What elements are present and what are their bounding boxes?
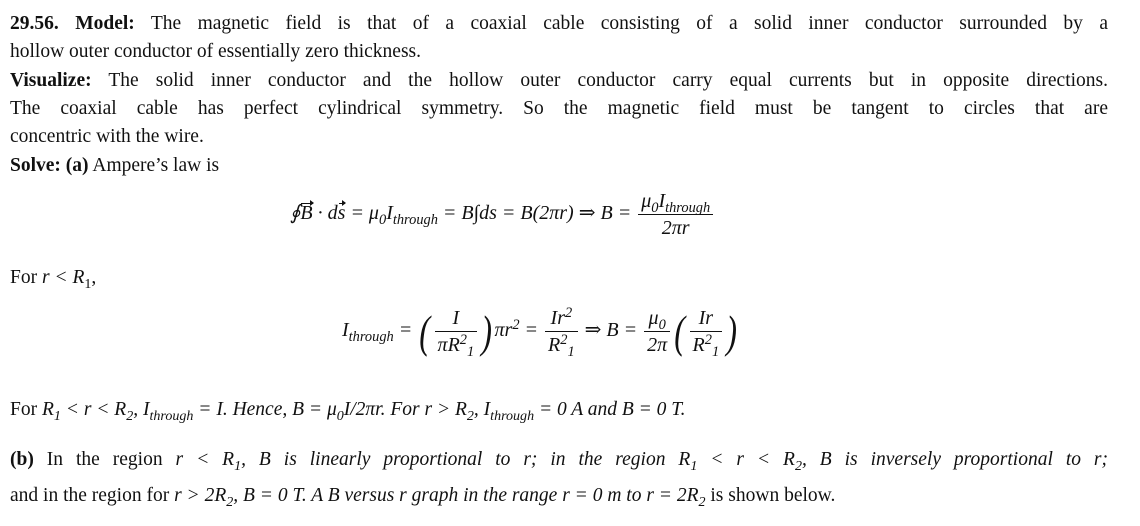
part-a-label: (a): [65, 155, 89, 176]
case2-mu-sub: 0: [336, 407, 344, 424]
pi-r-sup: 2: [512, 316, 520, 333]
solve-intro: Ampere’s law is: [92, 155, 220, 176]
fraction-4-den: R: [692, 334, 705, 356]
case1-for: For: [10, 267, 38, 288]
case2-mid: < r < R: [65, 399, 127, 420]
fraction-2-den-sub: 1: [567, 344, 575, 361]
eq2-current: I: [342, 319, 349, 342]
num-mu: μ: [641, 190, 652, 212]
case2-r2b-sub: 2: [466, 407, 474, 424]
fraction-2-den: R: [548, 334, 561, 356]
solve-label: Solve:: [10, 155, 61, 176]
case1-line: [10, 266, 96, 290]
current-symbol: I: [386, 202, 393, 225]
model-line-2: [10, 40, 421, 64]
model-label: Model:: [75, 13, 135, 34]
case2-tail: I/2πr. For r > R: [343, 399, 467, 420]
visualize-label: Visualize:: [10, 70, 92, 91]
part-b-line-2: [10, 484, 835, 508]
part-b-line-1: [10, 448, 1108, 472]
ampere-fraction: [638, 190, 713, 239]
fraction-1-den-sup: 2: [459, 331, 467, 348]
visualize-text-2: The coaxial cable has perfect cylindrical symmetry. So the magnetic field must be tangent to circles that are: [10, 98, 1108, 119]
visualize-line-2: [10, 97, 1108, 121]
paren-close-2: ): [726, 305, 738, 357]
solve-line: [10, 154, 219, 178]
part-b-label: (b): [10, 449, 34, 470]
part-b-l1-e: < r < R: [710, 449, 795, 470]
eq2-through-sub: through: [348, 329, 394, 346]
case2-through2-sub: through: [490, 407, 535, 424]
eq2-implies: ⇒ B =: [584, 319, 638, 342]
visualize-line-1: [10, 69, 1108, 93]
case2-hence: = I. Hence, B = μ: [198, 399, 337, 420]
case1-sub: 1: [84, 275, 92, 292]
visualize-text-3: concentric with the wire.: [10, 126, 204, 147]
fraction-3-num-sub: 0: [658, 317, 666, 334]
part-b-l1-a: In the region: [46, 449, 163, 470]
ampere-denominator: 2πr: [661, 217, 690, 239]
part-b-l2-b: r > 2R: [174, 485, 227, 506]
b-vector: B: [300, 202, 313, 225]
part-b-l2-a: and in the region for: [10, 485, 170, 506]
case2-for: For: [10, 399, 38, 420]
case1-condition: r < R: [41, 267, 85, 288]
part-b-l1-b-sub: 1: [234, 457, 242, 474]
ampere-equation: [290, 190, 715, 239]
paren-open-1: (: [419, 305, 431, 357]
eq2-equals-2: =: [524, 319, 539, 342]
case2-r1: R: [41, 399, 54, 420]
fraction-1-den-sub: 1: [467, 344, 475, 361]
model-text-1: The magnetic field is that of a coaxial cable consisting of a solid inner conductor surrounded by a: [150, 13, 1109, 34]
num-through-sub: through: [665, 200, 711, 217]
part-b-l2-b-sub: 2: [226, 493, 234, 510]
part-b-l1-f: , B is inversely proportional to r;: [801, 449, 1109, 470]
fraction-1-den: πR: [437, 334, 460, 356]
fraction-4-den-sup: 2: [704, 331, 712, 348]
pi-r: πr: [494, 319, 513, 342]
paren-close-1: ): [481, 305, 493, 357]
ampere-rhs: = B∫ds = B(2πr) ⇒ B =: [442, 202, 632, 225]
fraction-4-num: Ir: [690, 307, 723, 332]
fraction-4-den-sub: 1: [711, 344, 720, 361]
num-current: I: [658, 190, 666, 212]
case1-comma: ,: [91, 267, 97, 288]
fraction-2: [545, 304, 578, 361]
visualize-line-3: [10, 125, 204, 149]
model-line-1: [10, 12, 1108, 36]
dot-ds: · d: [317, 202, 338, 225]
eq-mu: = μ: [350, 202, 379, 225]
part-b-l1-c: , B is linearly proportional to r; in the region: [241, 449, 666, 470]
oint-symbol: ∮: [290, 202, 301, 225]
case2-through-sub: through: [149, 407, 194, 424]
fraction-2-num: Ir: [550, 307, 565, 329]
part-b-l1-e-sub: 2: [794, 457, 802, 474]
fraction-1: [435, 307, 478, 361]
part-b-l2-c: , B = 0 T. A B versus r graph in the range r = 0 m to r = 2R: [233, 485, 699, 506]
fraction-3-den: 2π: [647, 334, 668, 356]
s-vector: s: [337, 202, 346, 225]
fraction-2-den-sup: 2: [560, 331, 568, 348]
fraction-4: [690, 307, 723, 361]
eq2-equals: =: [398, 319, 413, 342]
through-sub: through: [392, 212, 438, 229]
case2-end: = 0 A and B = 0 T.: [538, 399, 686, 420]
mu-sub-zero: 0: [378, 212, 387, 229]
paren-open-2: (: [674, 305, 686, 357]
case2-line: [10, 398, 686, 422]
part-b-l2-c-sub: 2: [698, 493, 706, 510]
case2-r1-sub: 1: [53, 407, 61, 424]
visualize-text-1: The solid inner conductor and the hollow outer conductor carry equal currents but in opposite directions.: [108, 70, 1108, 91]
part-b-l1-d: R: [678, 449, 691, 470]
fraction-1-num: I: [435, 307, 478, 332]
case2-comma-i2: , I: [473, 399, 491, 420]
part-b-l1-b: r < R: [175, 449, 235, 470]
fraction-3-num: μ: [648, 307, 659, 329]
case2-comma-i: , I: [133, 399, 150, 420]
case2-r2-sub: 2: [126, 407, 134, 424]
fraction-2-num-sup: 2: [564, 304, 573, 321]
part-b-l2-d: is shown below.: [710, 485, 836, 506]
model-text-2: hollow outer conductor of essentially zero thickness.: [10, 41, 422, 62]
fraction-3: [644, 307, 670, 356]
num-mu-sub: 0: [651, 200, 659, 217]
problem-number: 29.56.: [10, 13, 59, 34]
part-b-l1-d-sub: 1: [690, 457, 698, 474]
enclosed-current-equation: [342, 304, 739, 361]
